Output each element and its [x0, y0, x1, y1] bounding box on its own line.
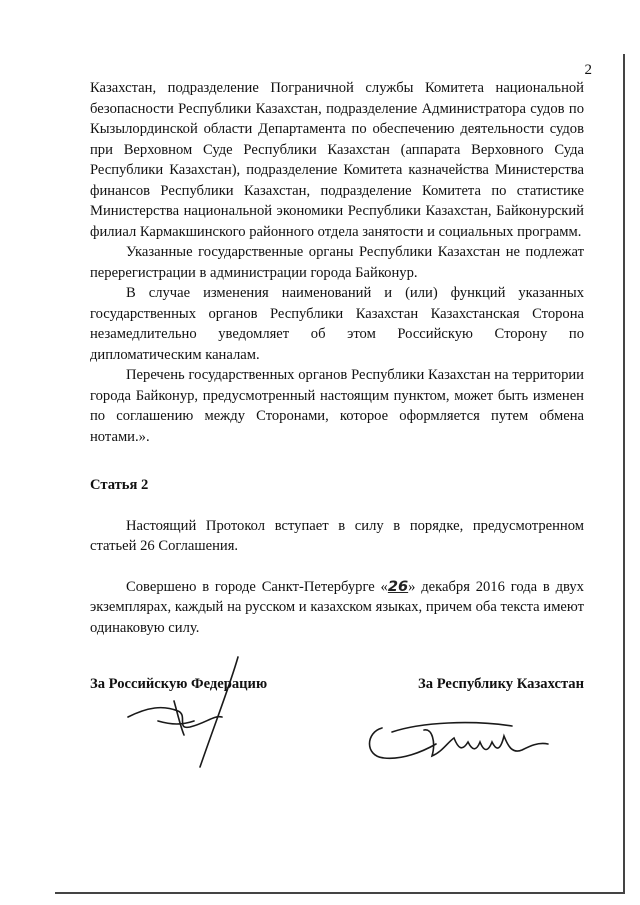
- signature-label-kazakhstan: За Республику Казахстан: [418, 676, 584, 692]
- done-in-text-before: Совершено в городе Санкт-Петербурге «: [126, 578, 388, 595]
- page-border-bottom: [55, 892, 625, 894]
- paragraph-entry-into-force: Настоящий Протокол вступает в силу в порядке, предусмотренном статьей 26 Соглашения.: [90, 517, 584, 554]
- handwritten-day: 26: [387, 577, 409, 595]
- signature-russia-image: [118, 655, 258, 775]
- document-body: [90, 78, 584, 638]
- signature-kazakhstan-image: [362, 712, 552, 772]
- paragraph-done-in: [90, 577, 584, 639]
- paragraph-list-change: Перечень государственных органов Республики Казахстан на территории города Байконур, предусмотренный настоящим пунктом, может быть изменен по соглашению между Сторонами, которое оформляется путем обмена нотами.».: [90, 367, 584, 445]
- paragraph-name-change: В случае изменения наименований и (или) функций указанных государственных органов Республики Казахстан Казахстанская Сторона незамедлительно уведомляет об этом Российскую Сторону по дипломатическим каналам.: [90, 285, 584, 363]
- done-in-text-after: » декабря 2016 года в двух экземплярах, каждый на русском и казахском языках, причем оба текста имеют одинаковую силу.: [90, 578, 584, 636]
- paragraph-agencies-list: Казахстан, подразделение Пограничной службы Комитета национальной безопасности Республики Казахстан, подразделение Администратора судов по Кызылординской области Департамента по обеспечению деятельности судов при Верховном Суде Республики Казахстан (аппарата Верховного Суда Республики Казахстан), подразделение Комитета казначейства Министерства финансов Республики Казахстан, подразделение Комитета по статистике Министерства национальной экономики Республики Казахстан, Байконурский филиал Кармакшинского районного отдела занятости и социальных программ.: [90, 80, 584, 240]
- page-border-right: [623, 54, 625, 894]
- signature-label-russia: За Российскую Федерацию: [90, 676, 268, 692]
- paragraph-no-reregistration: Указанные государственные органы Республики Казахстан не подлежат перерегистрации в администрации города Байконур.: [90, 244, 584, 281]
- page-number: 2: [584, 62, 592, 78]
- article-heading: Статья 2: [90, 477, 149, 493]
